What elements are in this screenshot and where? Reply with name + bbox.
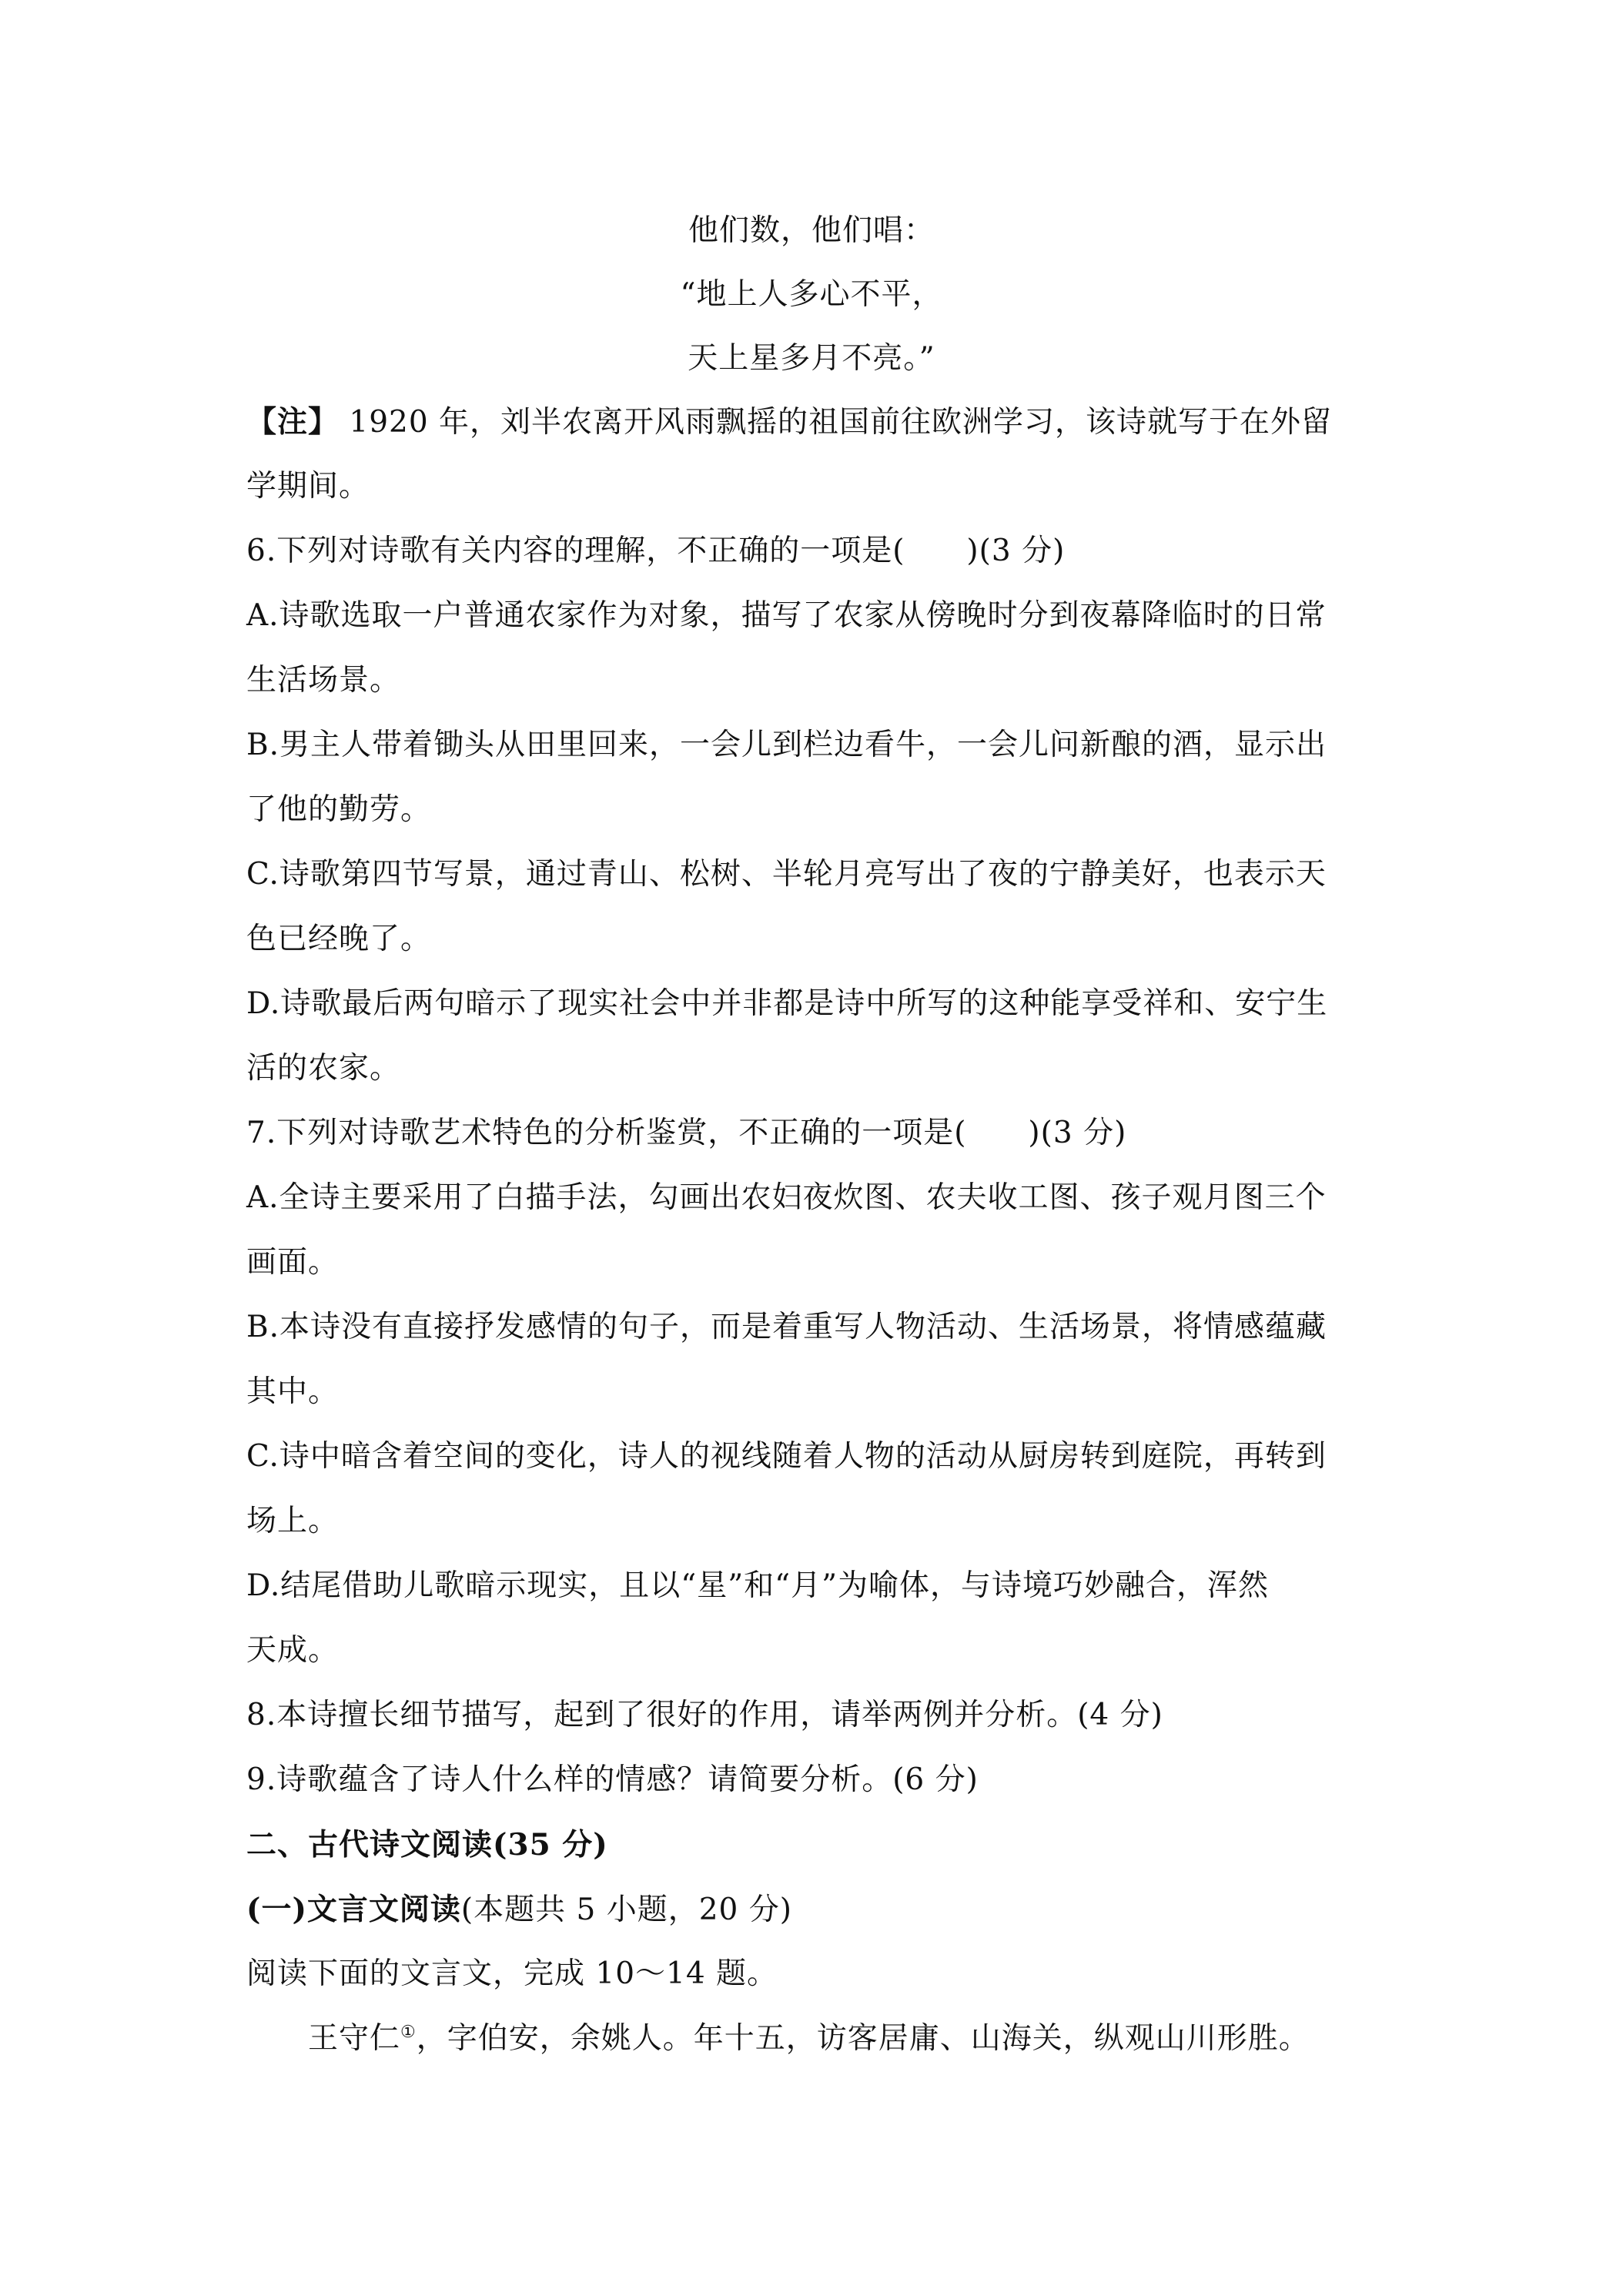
question-8: 8.本诗擅长细节描写，起到了很好的作用，请举两例并分析。(4 分) bbox=[246, 1698, 1163, 1732]
q7-option-c-line-1: C.诗中暗含着空间的变化，诗人的视线随着人物的活动从厨房转到庭院，再转到 bbox=[246, 1439, 1327, 1474]
question-6-stem: 6.下列对诗歌有关内容的理解，不正确的一项是( )(3 分) bbox=[246, 534, 1066, 568]
subsection-label: (一)文言文阅读 bbox=[246, 1892, 461, 1927]
q6-option-d-line-1: D.诗歌最后两句暗示了现实社会中并非都是诗中所写的这种能享受祥和、安宁生 bbox=[246, 986, 1328, 1021]
q6-option-a-line-2: 生活场景。 bbox=[246, 663, 401, 698]
q7-option-b-line-2: 其中。 bbox=[246, 1374, 340, 1409]
q7-option-d-line-1: D.结尾借助儿歌暗示现实，且以“星”和“月”为喻体，与诗境巧妙融合，浑然 bbox=[246, 1568, 1270, 1603]
reading-instruction: 阅读下面的文言文，完成 10～14 题。 bbox=[246, 1956, 778, 1991]
q6-option-a-line-1: A.诗歌选取一户普通农家作为对象，描写了农家从傍晚时分到夜幕降临时的日常 bbox=[246, 598, 1327, 633]
q7-option-b-line-1: B.本诗没有直接抒发感情的句子，而是着重写人物活动、生活场景，将情感蕴藏 bbox=[246, 1310, 1327, 1344]
q7-option-c-line-2: 场上。 bbox=[246, 1504, 340, 1538]
q6-option-b-line-1: B.男主人带着锄头从田里回来，一会儿到栏边看牛，一会儿问新酿的酒，显示出 bbox=[246, 728, 1327, 762]
question-7-stem: 7.下列对诗歌艺术特色的分析鉴赏，不正确的一项是( )(3 分) bbox=[246, 1116, 1127, 1150]
passage-first-line bbox=[308, 2017, 1447, 2060]
subsection-detail: (本题共 5 小题，20 分) bbox=[460, 1893, 792, 1927]
q6-option-c-line-1: C.诗歌第四节写景，通过青山、松树、半轮月亮写出了夜的宁静美好，也表示天 bbox=[246, 857, 1327, 892]
note-line-1 bbox=[246, 400, 1386, 444]
section-2-title: 二、古代诗文阅读(35 分) bbox=[246, 1827, 608, 1863]
q7-option-d-line-2: 天成。 bbox=[246, 1633, 340, 1668]
note-line-2: 学期间。 bbox=[246, 469, 370, 504]
q6-option-b-line-2: 了他的勤劳。 bbox=[246, 792, 432, 827]
q7-option-a-line-1: A.全诗主要采用了白描手法，勾画出农妇夜炊图、农夫收工图、孩子观月图三个 bbox=[246, 1180, 1327, 1215]
footnote-marker[interactable]: ① bbox=[400, 2023, 417, 2042]
note-label: 【注】 bbox=[246, 404, 340, 440]
subsection-title bbox=[246, 1888, 1386, 1932]
q6-option-c-line-2: 色已经晚了。 bbox=[246, 922, 432, 956]
poem-line-3: 天上星多月不亮。” bbox=[688, 341, 935, 376]
poem-line-1: 他们数，他们唱： bbox=[688, 213, 935, 248]
question-9: 9.诗歌蕴含了诗人什么样的情感？请简要分析。(6 分) bbox=[246, 1762, 979, 1797]
q6-option-d-line-2: 活的农家。 bbox=[246, 1051, 401, 1086]
note-text: 1920 年，刘半农离开风雨飘摇的祖国前往欧洲学习，该诗就写于在外留 bbox=[339, 405, 1333, 440]
poem-line-2: “地上人多心不平， bbox=[680, 277, 943, 312]
q7-option-a-line-2: 画面。 bbox=[246, 1245, 340, 1280]
passage-text: ，字伯安，余姚人。年十五，访客居庸、山海关，纵观山川形胜。 bbox=[416, 2021, 1310, 2056]
passage-name: 王守仁 bbox=[308, 2021, 401, 2056]
